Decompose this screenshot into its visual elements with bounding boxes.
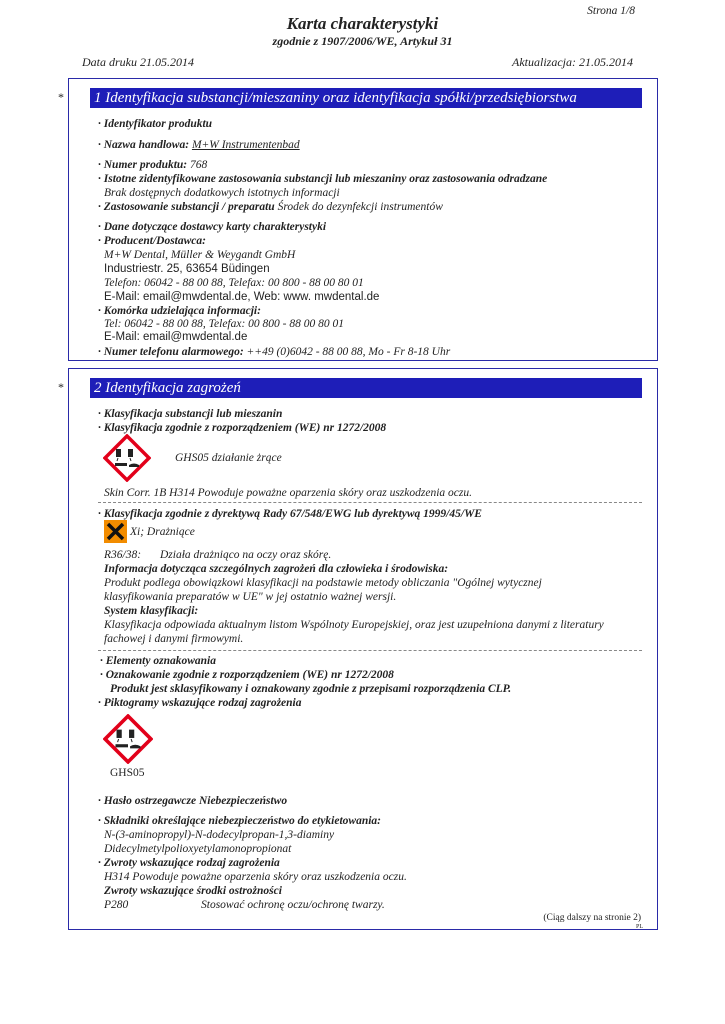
producer-label: · Producent/Dostawca: — [98, 235, 206, 247]
xi-label: Xi; Drażniące — [130, 526, 195, 538]
section1-heading: 1 Identyfikacja substancji/mieszaniny oraz identyfikacja spółki/przedsiębiorstwa — [90, 88, 642, 108]
producer-name: M+W Dental, Müller & Weygandt GmbH — [104, 249, 296, 261]
precaution-code-p280: P280 — [104, 899, 129, 911]
signal-word: · Hasło ostrzegawcze Niebezpieczeństwo — [98, 795, 288, 807]
precaution-heading: Zwroty wskazujące środki ostrożności — [104, 885, 282, 897]
label-clp-text: Produkt jest sklasyfikowany i oznakowany zgodnie z przepisami rozporządzenia CLP. — [110, 683, 512, 695]
application-row — [98, 200, 443, 214]
xi-irritant-icon — [104, 520, 127, 543]
system-line2: fachowej i danymi firmowymi. — [104, 633, 244, 645]
info-unit-phone: Tel: 06042 - 88 00 88, Telefax: 00 800 - 88 00 80 01 — [104, 318, 345, 330]
special-hazards-line1: Produkt podlega obowiązkowi klasyfikacji na podstawie metody obliczania "Ogólnej wytycznej — [104, 577, 542, 589]
supplier-heading: · Dane dotyczące dostawcy karty charakterystyki — [98, 221, 327, 233]
info-unit-email: E-Mail: email@mwdental.de — [104, 331, 248, 343]
classification-heading: · Klasyfikacja substancji lub mieszanin — [98, 408, 283, 420]
pictogram-code: GHS05 — [110, 767, 145, 779]
ghs05-corrosion-icon — [103, 434, 151, 482]
update-date: Aktualizacja: 21.05.2014 — [512, 55, 633, 69]
product-number-value: 768 — [190, 159, 208, 171]
section2-changed-marker: * — [58, 380, 64, 394]
section1-changed-marker: * — [58, 90, 64, 104]
language-code: PL — [635, 924, 643, 930]
page-number: Strona 1/8 — [587, 5, 635, 17]
special-hazards-line2: klasyfikowania preparatów w UE" w jej ostatnio ważnej wersji. — [104, 591, 397, 603]
skin-corr-classification: Skin Corr. 1B H314 Powoduje poważne oparzenia skóry oraz uszkodzenia oczu. — [104, 487, 472, 499]
uses-heading: · Istotne zidentyfikowane zastosowania substancji lub mieszaniny oraz zastosowania odradzane — [98, 173, 548, 185]
trade-name-row — [98, 138, 326, 152]
document-title: Karta charakterystyki — [286, 14, 439, 33]
ghs05-caption: GHS05 działanie żrące — [175, 452, 282, 464]
application-label: · Zastosowanie substancji / preparatu — [98, 201, 275, 213]
continued-note: (Ciąg dalszy na stronie 2) — [543, 913, 641, 923]
producer-phone: Telefon: 06042 - 88 00 88, Telefax: 00 800 - 88 00 80 01 — [104, 277, 364, 289]
product-number-row — [98, 158, 207, 172]
divider-2 — [98, 650, 642, 651]
emergency-label: · Numer telefonu alarmowego: — [98, 346, 244, 358]
hazard-statements-heading: · Zwroty wskazujące rodzaj zagrożenia — [98, 857, 280, 869]
emergency-row — [98, 345, 450, 359]
component-1: N-(3-aminopropyl)-N-dodecylpropan-1,3-diaminy — [104, 829, 335, 841]
label-elements-heading: · Elementy oznakowania — [100, 655, 216, 667]
system-line1: Klasyfikacja odpowiada aktualnym listom Wspólnoty Europejskiej, oraz jest uzupełniona danymi z literatury — [104, 619, 604, 631]
component-2: Didecylmetylpolioxyetylamonopropionat — [104, 843, 292, 855]
trade-name-value: M+W Instrumentenbad — [191, 139, 300, 151]
components-heading: · Składniki określające niebezpieczeństwo do etykietowania: — [98, 815, 382, 827]
product-identifier-heading: · Identyfikator produktu — [98, 118, 213, 130]
hazard-statement-h314: H314 Powoduje poważne oparzenia skóry oraz uszkodzenia oczu. — [104, 871, 407, 883]
uses-text: Brak dostępnych dodatkowych istotnych informacji — [104, 187, 340, 199]
r-text: Działa drażniąco na oczy oraz skórę. — [160, 549, 332, 561]
r-code: R36/38: — [104, 549, 142, 561]
special-hazards-heading: Informacja dotycząca szczególnych zagrożeń dla człowieka i środowiska: — [104, 563, 449, 575]
label-clp-heading: · Oznakowanie zgodnie z rozporządzeniem (WE) nr 1272/2008 — [100, 669, 394, 681]
info-unit-label: · Komórka udzielająca informacji: — [98, 305, 261, 317]
clp-classification-heading: · Klasyfikacja zgodnie z rozporządzeniem (WE) nr 1272/2008 — [98, 422, 387, 434]
print-date: Data druku 21.05.2014 — [82, 55, 194, 69]
precaution-text-p280: Stosować ochronę oczu/ochronę twarzy. — [201, 899, 385, 911]
document-subtitle: zgodnie z 1907/2006/WE, Artykuł 31 — [272, 34, 453, 48]
producer-email: E-Mail: email@mwdental.de, Web: www. mwdental.de — [104, 291, 380, 303]
dsd-classification-heading: · Klasyfikacja zgodnie z dyrektywą Rady 67/548/EWG lub dyrektywą 1999/45/WE — [98, 508, 482, 520]
divider-1 — [98, 502, 642, 503]
producer-address: Industriestr. 25, 63654 Büdingen — [104, 263, 270, 275]
section2-heading: 2 Identyfikacja zagrożeń — [90, 378, 642, 398]
system-heading: System klasyfikacji: — [104, 605, 199, 617]
ghs05-pictogram-icon — [103, 714, 153, 764]
pictograms-heading: · Piktogramy wskazujące rodzaj zagrożenia — [98, 697, 302, 709]
product-number-label: · Numer produktu: — [98, 159, 188, 171]
emergency-value: ++49 (0)6042 - 88 00 88, Mo - Fr 8-18 Uhr — [246, 346, 451, 358]
trade-name-label: · Nazwa handlowa: — [98, 139, 190, 151]
application-value: Środek do dezynfekcji instrumentów — [277, 201, 443, 213]
